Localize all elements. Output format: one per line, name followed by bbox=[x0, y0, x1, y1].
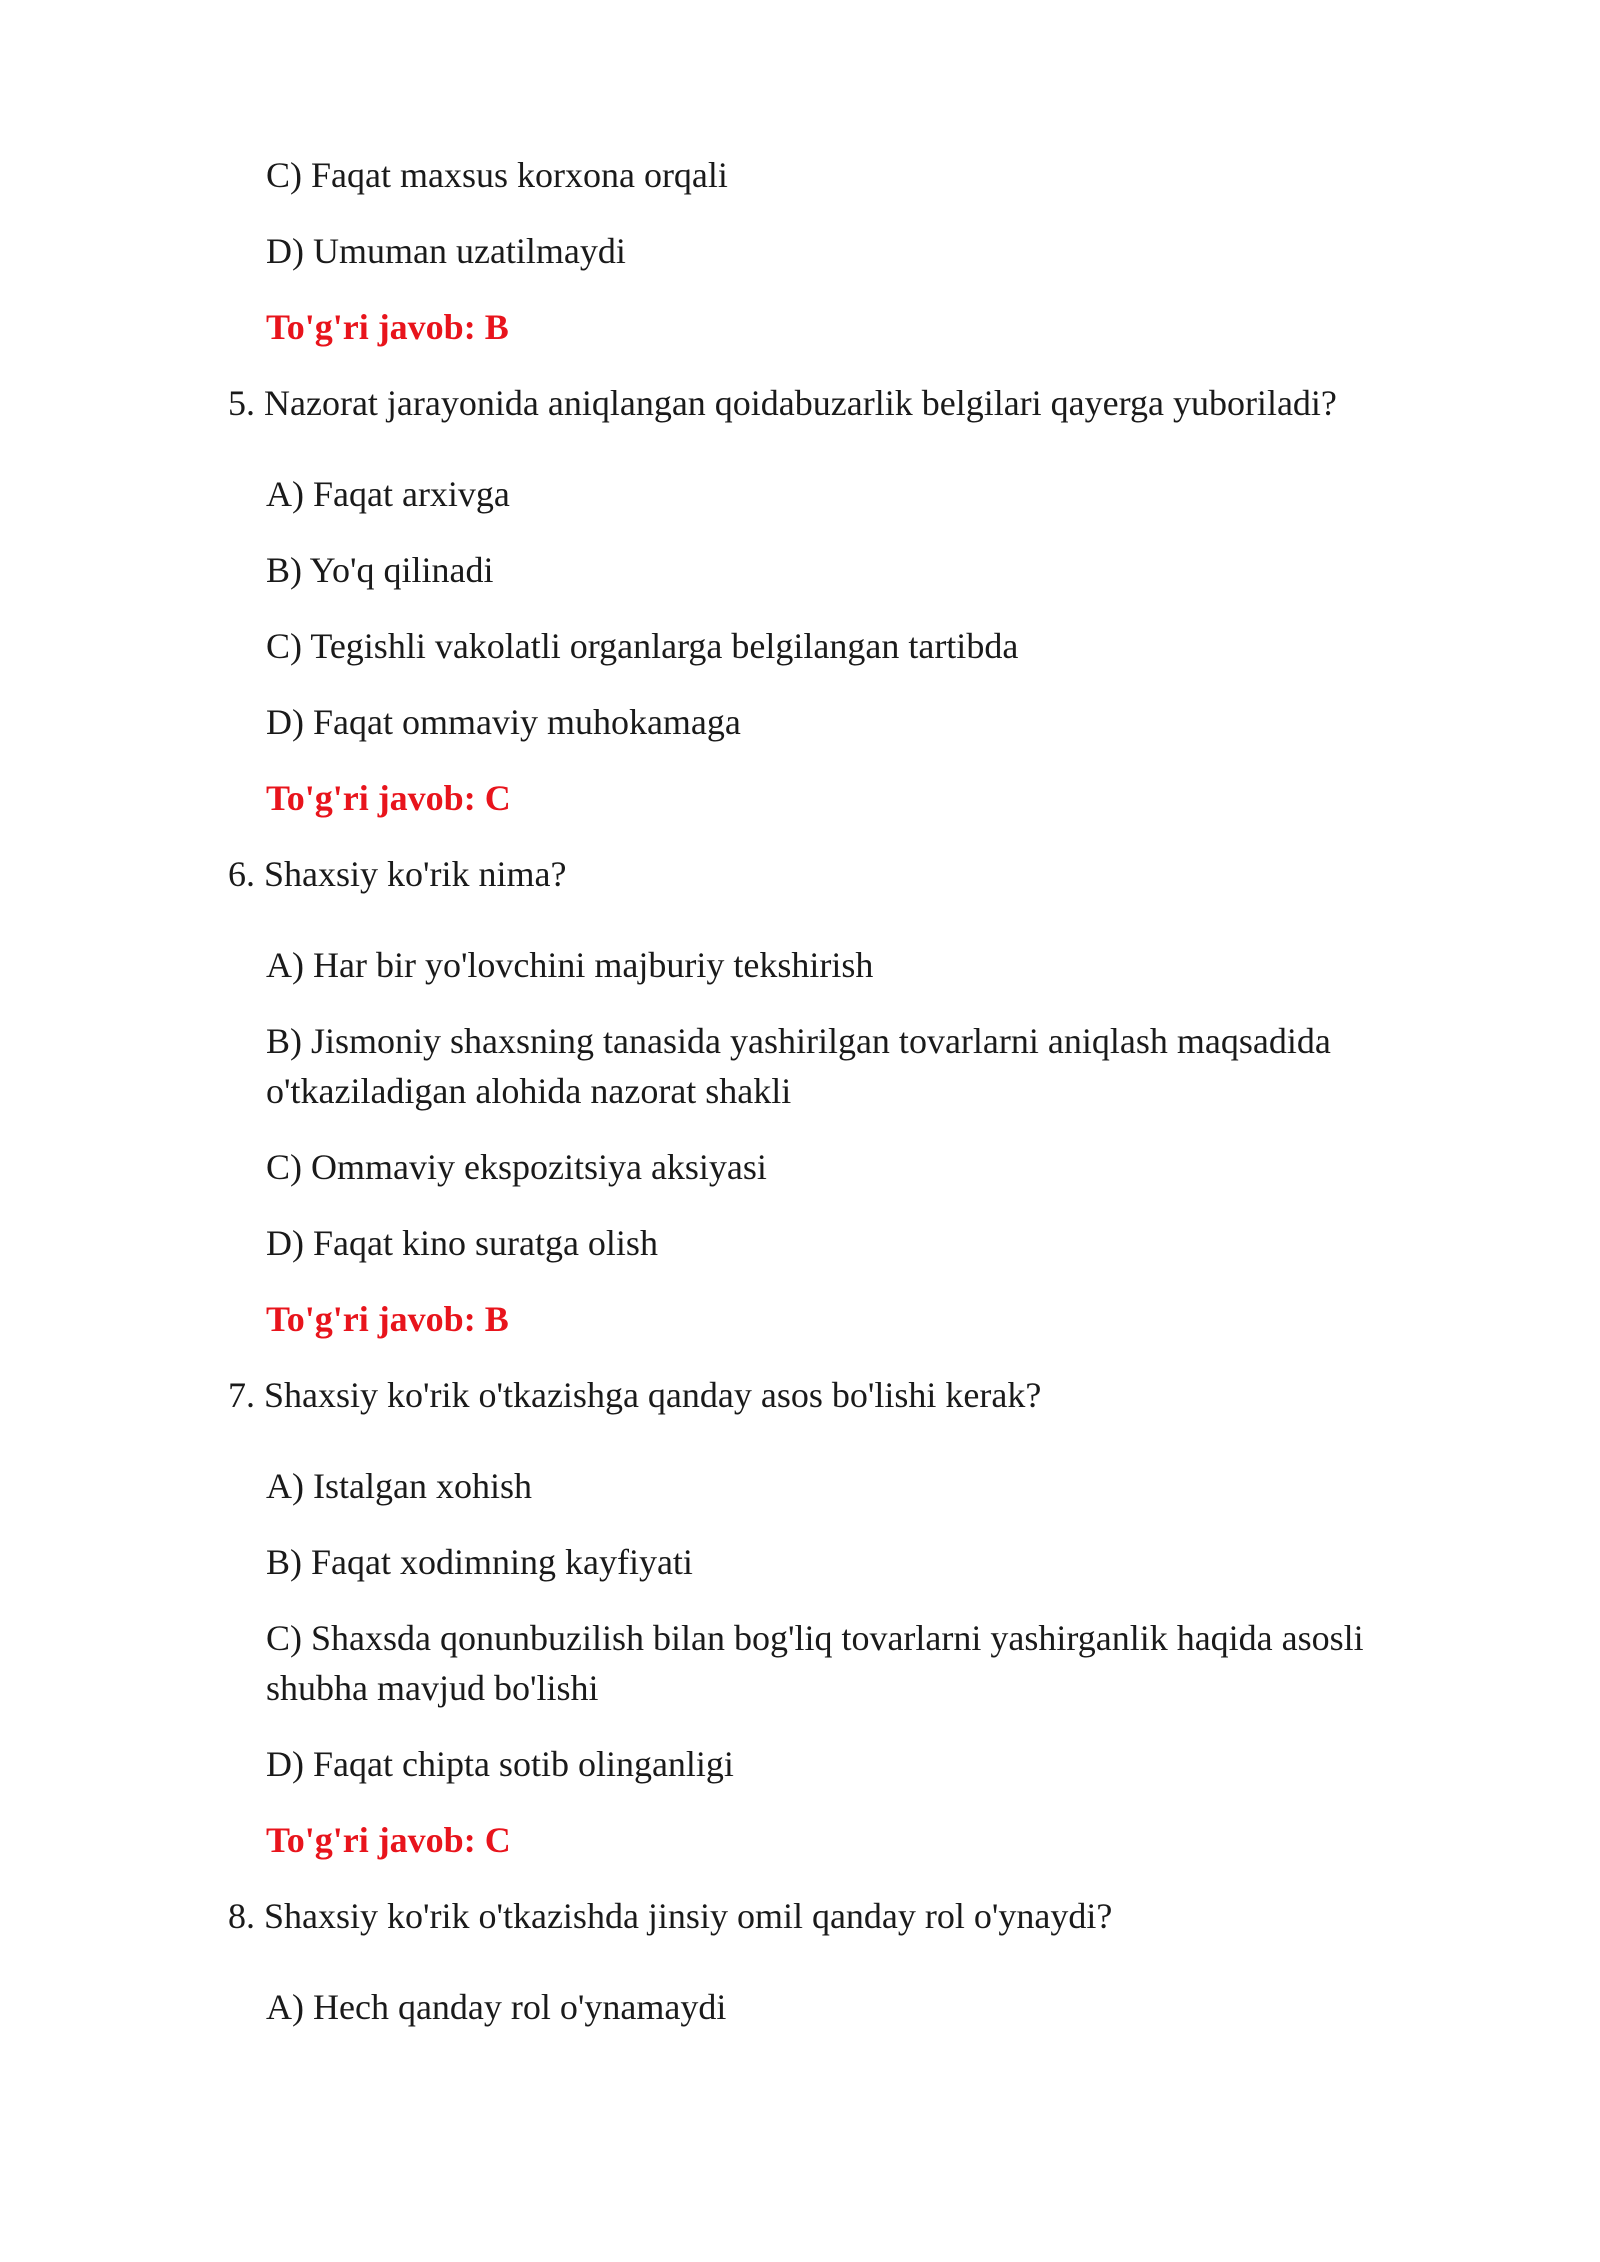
option-6a: A) Har bir yo'lovchini majburiy tekshirish bbox=[266, 945, 874, 985]
option-4c: C) Faqat maxsus korxona orqali bbox=[266, 155, 728, 195]
question-7: 7. Shaxsiy ko'rik o'tkazishga qanday asos bo'lishi kerak? bbox=[228, 1375, 1042, 1415]
question-6: 6. Shaxsiy ko'rik nima? bbox=[228, 854, 567, 894]
option-4d: D) Umuman uzatilmaydi bbox=[266, 231, 626, 271]
option-7c: C) Shaxsda qonunbuzilish bilan bog'liq tovarlarni yashirganlik haqida asosli shubha mavjud bo'lishi bbox=[266, 1618, 1364, 1708]
option-5c: C) Tegishli vakolatli organlarga belgilangan tartibda bbox=[266, 626, 1019, 666]
answer-5: To'g'ri javob: C bbox=[266, 778, 511, 818]
option-5a: A) Faqat arxivga bbox=[266, 474, 510, 514]
option-6c: C) Ommaviy ekspozitsiya aksiyasi bbox=[266, 1147, 767, 1187]
answer-4: To'g'ri javob: B bbox=[266, 307, 509, 347]
option-8a: A) Hech qanday rol o'ynamaydi bbox=[266, 1987, 727, 2027]
option-5d: D) Faqat ommaviy muhokamaga bbox=[266, 702, 741, 742]
option-5b: B) Yo'q qilinadi bbox=[266, 550, 494, 590]
option-6d: D) Faqat kino suratga olish bbox=[266, 1223, 658, 1263]
option-6b: B) Jismoniy shaxsning tanasida yashirilgan tovarlarni aniqlash maqsadida o'tkaziladigan alohida nazorat shakli bbox=[266, 1021, 1331, 1111]
option-7b: B) Faqat xodimning kayfiyati bbox=[266, 1542, 693, 1582]
option-7d: D) Faqat chipta sotib olinganligi bbox=[266, 1744, 734, 1784]
option-7a: A) Istalgan xohish bbox=[266, 1466, 532, 1506]
question-5: 5. Nazorat jarayonida aniqlangan qoidabuzarlik belgilari qayerga yuboriladi? bbox=[228, 383, 1337, 423]
question-8: 8. Shaxsiy ko'rik o'tkazishda jinsiy omil qanday rol o'ynaydi? bbox=[228, 1896, 1113, 1936]
answer-7: To'g'ri javob: C bbox=[266, 1820, 511, 1860]
answer-6: To'g'ri javob: B bbox=[266, 1299, 509, 1339]
